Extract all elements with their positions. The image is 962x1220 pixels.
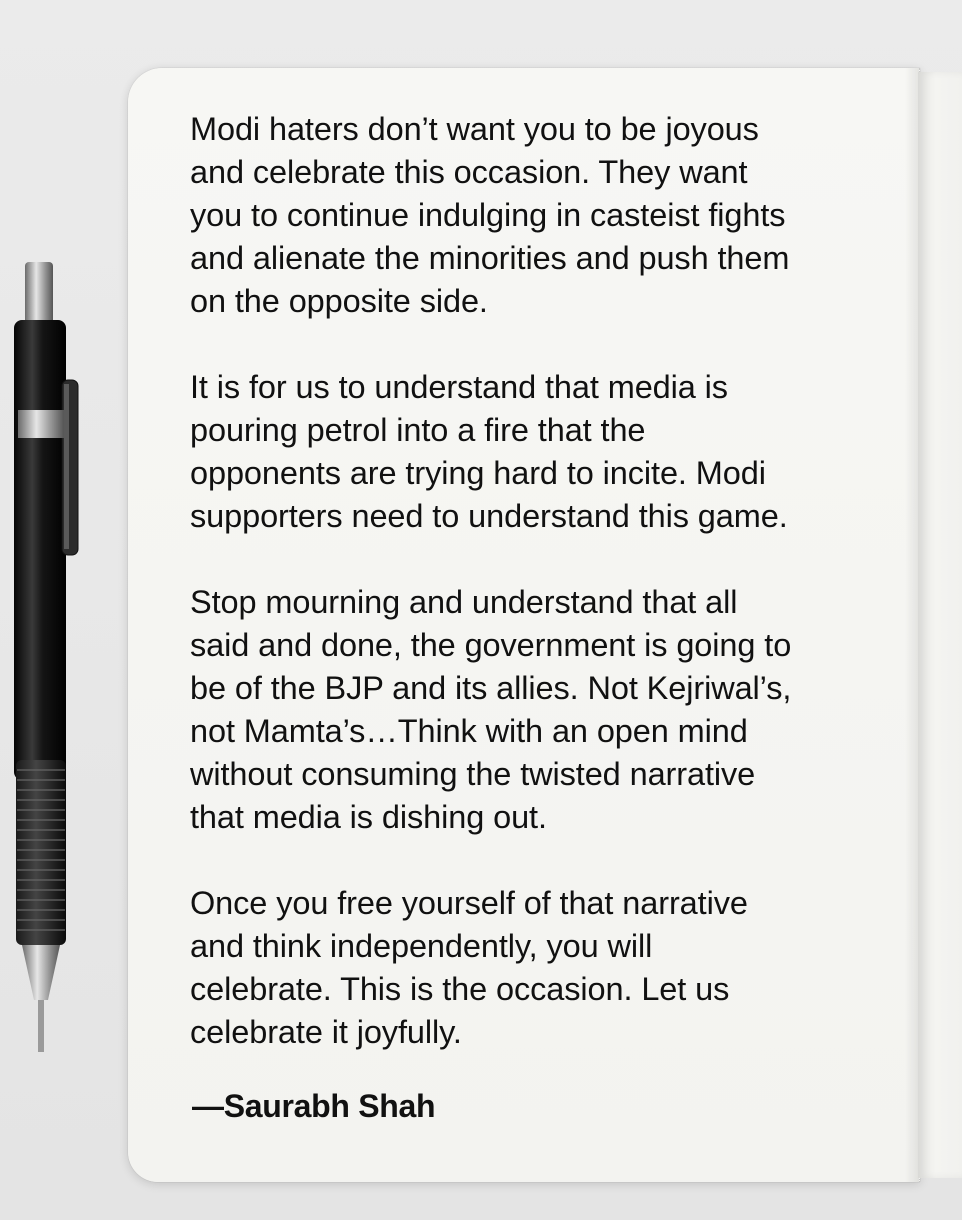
pencil-body [14, 320, 66, 780]
pencil-cap [25, 262, 53, 324]
pencil-tip [22, 945, 60, 1000]
adjacent-page [918, 72, 962, 1178]
quote-paragraph-1: Modi haters don’t want you to be joyous and celebrate this occasion. They want you to continue indulging in casteist fights and alienate the minorities and push them on the opposite side. [190, 111, 790, 319]
quote-paragraph-2: It is for us to understand that media is pouring petrol into a fire that the opponents are trying hard to incite. Modi supporters need to understand this game. [190, 369, 788, 534]
quote-paragraph-3: Stop mourning and understand that all said and done, the government is going to be of the BJP and its allies. Not Kejriwal’s, not Mamta’s…Think with an open mind without consuming the twisted narrative that media is dishing out. [190, 584, 792, 835]
quote-paragraph-4: Once you free yourself of that narrative and think independently, you will celebrate. This is the occasion. Let us celebrate it joyfully. [190, 885, 748, 1050]
quote-text [190, 108, 910, 1097]
pencil-grip [16, 760, 66, 945]
mechanical-pencil-icon [0, 0, 100, 1100]
quote-signature: —Saurabh Shah [192, 1088, 436, 1124]
